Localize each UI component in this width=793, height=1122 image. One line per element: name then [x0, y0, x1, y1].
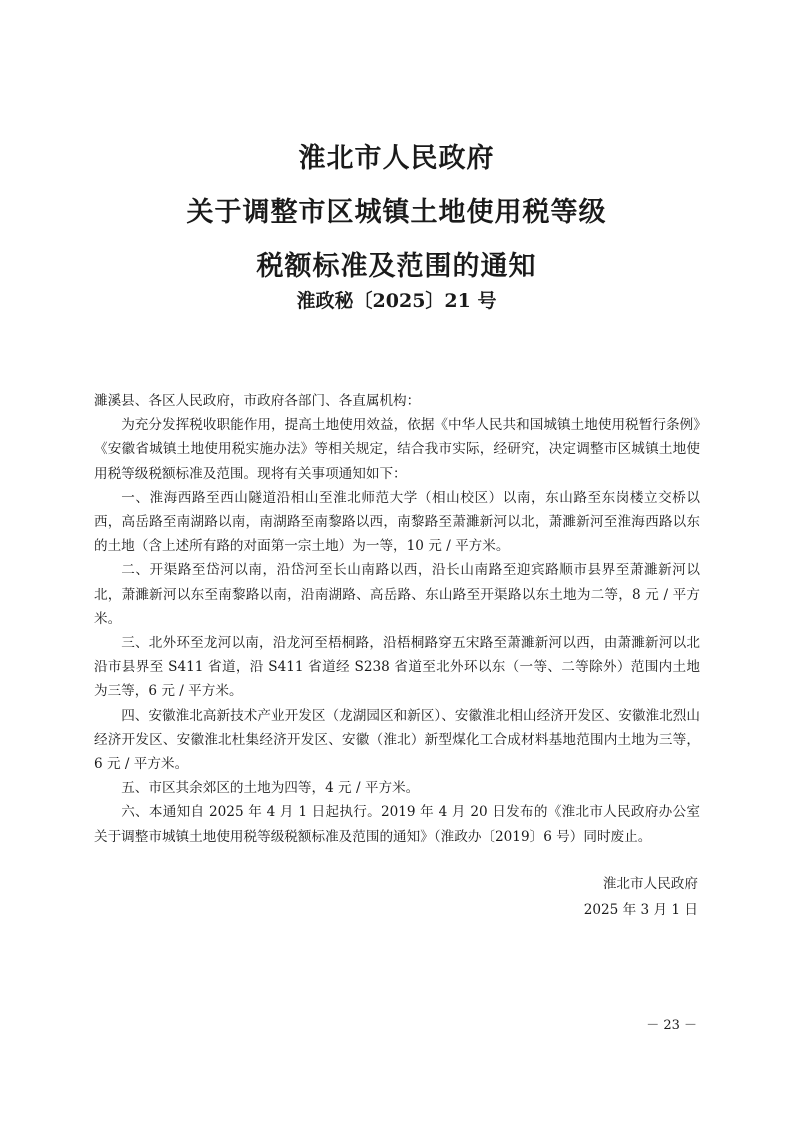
paragraph-item-3: 三、北外环至龙河以南，沿龙河至梧桐路，沿梧桐路穿五宋路至萧濉新河以西，由萧濉新河以北沿市县界至 S411 省道，沿 S411 省道经 S238 省道至北外环以东（一等、二等除外）范围内土地为三等，6 元 / 平方米。 — [94, 635, 700, 700]
document-number: 淮政秘〔2025〕21 号 — [296, 290, 497, 312]
signature-block — [584, 871, 698, 923]
page-number: － 23 － — [646, 1018, 697, 1033]
issue-date: 2025 年 3 月 1 日 — [583, 902, 698, 918]
paragraph-intro: 为充分发挥税收职能作用，提高土地使用效益，依据《中华人民共和国城镇土地使用税暂行条例》《安徽省城镇土地使用税实施办法》等相关规定，结合我市实际，经研究，决定调整市区城镇土地使用税等级税额标准及范围。现将有关事项通知如下： — [94, 417, 700, 482]
document-title-line-3: 税额标准及范围的通知 — [256, 251, 537, 282]
paragraph-item-1: 一、淮海西路至西山隧道沿相山至淮北师范大学（相山校区）以南，东山路至东岗楼立交桥以西，高岳路至南湖路以南，南湖路至南黎路以西，南黎路至萧濉新河以北，萧濉新河至淮海西路以东的土地（含上述所有路的对面第一宗土地）为一等，10 元 / 平方米。 — [94, 489, 700, 555]
paragraph-item-6: 六、本通知自 2025 年 4 月 1 日起执行。2019 年 4 月 20 日发布的《淮北市人民政府办公室关于调整市城镇土地使用税等级税额标准及范围的通知》（淮政办〔2019〕6 号）同时废止。 — [94, 804, 700, 845]
salutation: 濉溪县、各区人民政府，市政府各部门、各直属机构： — [94, 393, 421, 409]
document-title-line-2: 关于调整市区城镇土地使用税等级 — [186, 197, 607, 228]
paragraph-item-5: 五、市区其余郊区的土地为四等，4 元 / 平方米。 — [121, 780, 420, 797]
issuer-name: 淮北市人民政府 — [602, 876, 698, 892]
document-title-line-1: 淮北市人民政府 — [298, 143, 495, 174]
document-body — [94, 389, 700, 849]
paragraph-item-2: 二、开渠路至岱河以南，沿岱河至长山南路以西，沿长山南路至迎宾路顺市县界至萧濉新河以北，萧濉新河以东至南黎路以南，沿南湖路、高岳路、东山路至开渠路以东土地为二等，8 元 / 平方米。 — [94, 562, 700, 627]
paragraph-item-4: 四、安徽淮北高新技术产业开发区（龙湖园区和新区）、安徽淮北相山经济开发区、安徽淮北烈山经济开发区、安徽淮北杜集经济开发区、安徽（淮北）新型煤化工合成材料基地范围内土地为三等，6 元 / 平方米。 — [94, 707, 700, 773]
